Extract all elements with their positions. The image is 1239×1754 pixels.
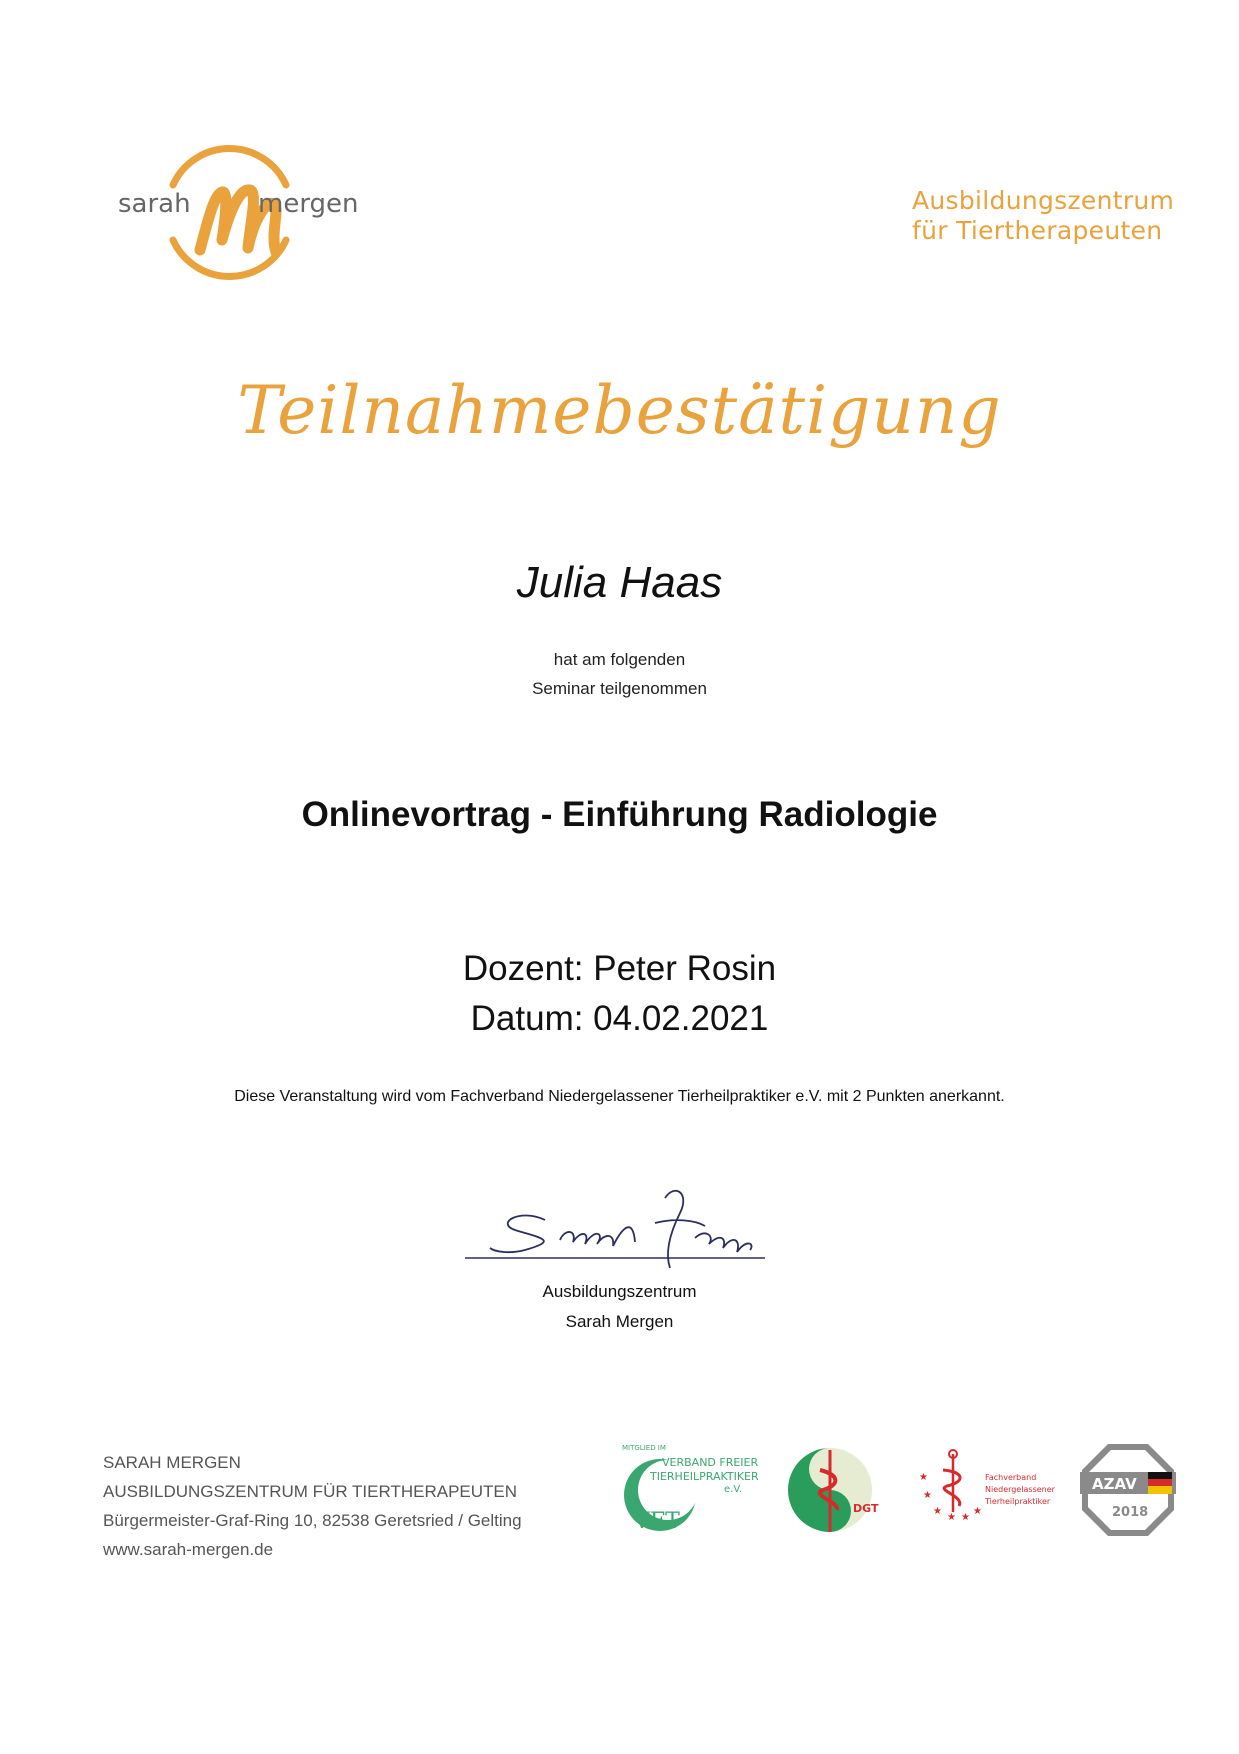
svg-text:e.V.: e.V. [724, 1484, 743, 1495]
svg-text:AZAV: AZAV [1092, 1475, 1137, 1493]
fnt-badge [915, 1440, 1055, 1540]
dgt-badge [785, 1440, 880, 1540]
svg-text:★: ★ [961, 1512, 970, 1523]
footer-website[interactable]: www.sarah-mergen.de [103, 1540, 274, 1559]
signature-caption-1: Ausbildungszentrum [542, 1282, 697, 1301]
footer-street: Bürgermeister-Graf-Ring 10, 82538 Geretsried / Gelting [103, 1511, 522, 1530]
signature-image [465, 1178, 775, 1278]
seminar-title: Onlinevortrag - Einführung Radiologie [301, 795, 938, 834]
svg-text:Tierheilpraktiker: Tierheilpraktiker [985, 1497, 1051, 1506]
svg-text:sarah: sarah [118, 189, 191, 219]
svg-text:2018: 2018 [1112, 1505, 1149, 1520]
recognition-note: Diese Veranstaltung wird vom Fachverband Niedergelassener Tierheilpraktiker e.V. mit 2 Punkten anerkannt. [234, 1088, 1005, 1105]
lecturer-date-block [0, 944, 1239, 1044]
svg-text:★: ★ [973, 1506, 982, 1517]
logo-line-2: für Tiertherapeuten [912, 216, 1163, 245]
azav-badge [1078, 1440, 1178, 1540]
intro-line-1: hat am folgenden [553, 650, 686, 669]
svg-text:★: ★ [923, 1490, 932, 1501]
certificate-title: Teilnahmebestätigung [237, 372, 1002, 449]
footer-subtitle: AUSBILDUNGSZENTRUM FÜR TIERTHERAPEUTEN [103, 1482, 518, 1501]
lecturer: Dozent: Peter Rosin [462, 949, 777, 988]
intro-line-2: Seminar teilgenommen [532, 679, 707, 698]
svg-text:Niedergelassener: Niedergelassener [985, 1485, 1055, 1494]
svg-text:MITGLIED IM: MITGLIED IM [622, 1444, 666, 1452]
svg-text:TIERHEILPRAKTIKER: TIERHEILPRAKTIKER [650, 1470, 759, 1483]
svg-text:Fachverband: Fachverband [985, 1473, 1037, 1482]
svg-text:★: ★ [933, 1506, 942, 1517]
footer-address [103, 1448, 522, 1564]
svg-text:★: ★ [947, 1512, 956, 1523]
signature-caption-2: Sarah Mergen [565, 1312, 674, 1331]
ausbildungszentrum-logo-text [912, 186, 1174, 246]
participant-name: Julia Haas [516, 558, 723, 607]
sarah-mergen-logo [118, 140, 359, 290]
svg-text:DGT: DGT [853, 1502, 879, 1515]
footer-company: SARAH MERGEN [103, 1453, 241, 1472]
svg-text:VFT: VFT [634, 1509, 680, 1534]
svg-text:VERBAND FREIER: VERBAND FREIER [662, 1456, 759, 1469]
svg-text:mergen: mergen [258, 189, 359, 219]
vft-badge [620, 1440, 759, 1540]
seminar-date: Datum: 04.02.2021 [470, 999, 769, 1038]
svg-text:★: ★ [919, 1472, 928, 1483]
logo-line-1: Ausbildungszentrum [912, 186, 1175, 215]
